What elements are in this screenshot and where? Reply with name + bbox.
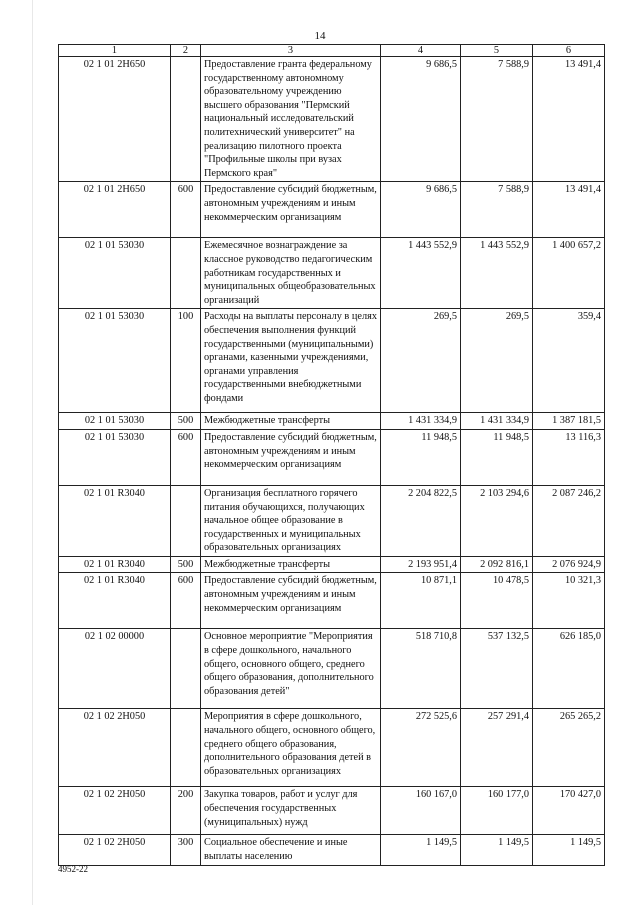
description-cell: Расходы на выплаты персоналу в целях обеспечения выполнения функций государственными (муниципальными) органами, казенными учреждениями, органами управления государственными внебюджетными фондами bbox=[201, 309, 381, 413]
table-row bbox=[59, 787, 605, 835]
amount-2025-cell: 13 116,3 bbox=[533, 429, 605, 485]
amount-2025-cell: 2 076 924,9 bbox=[533, 556, 605, 573]
amount-2023-cell: 160 167,0 bbox=[381, 787, 461, 835]
column-header: 3 bbox=[201, 45, 381, 57]
amount-2023-cell: 272 525,6 bbox=[381, 709, 461, 787]
amount-2023-cell: 1 149,5 bbox=[381, 835, 461, 865]
description-cell: Предоставление субсидий бюджетным, автономным учреждениям и иным некоммерческим организациям bbox=[201, 429, 381, 485]
amount-2024-cell: 11 948,5 bbox=[461, 429, 533, 485]
target-code-cell: 02 1 01 R3040 bbox=[59, 573, 171, 629]
amount-2025-cell: 359,4 bbox=[533, 309, 605, 413]
expense-type-cell: 600 bbox=[171, 573, 201, 629]
amount-2025-cell: 1 387 181,5 bbox=[533, 413, 605, 430]
table-row bbox=[59, 556, 605, 573]
table-row bbox=[59, 309, 605, 413]
description-cell: Межбюджетные трансферты bbox=[201, 413, 381, 430]
target-code-cell: 02 1 02 2Н050 bbox=[59, 835, 171, 865]
amount-2025-cell: 2 087 246,2 bbox=[533, 485, 605, 556]
expense-type-cell: 500 bbox=[171, 556, 201, 573]
budget-table bbox=[58, 44, 605, 866]
target-code-cell: 02 1 01 53030 bbox=[59, 413, 171, 430]
amount-2024-cell: 1 431 334,9 bbox=[461, 413, 533, 430]
expense-type-cell: 300 bbox=[171, 835, 201, 865]
table-row bbox=[59, 413, 605, 430]
expense-type-cell: 500 bbox=[171, 413, 201, 430]
amount-2023-cell: 9 686,5 bbox=[381, 182, 461, 238]
amount-2025-cell: 13 491,4 bbox=[533, 57, 605, 182]
table-row bbox=[59, 485, 605, 556]
amount-2023-cell: 10 871,1 bbox=[381, 573, 461, 629]
expense-type-cell bbox=[171, 238, 201, 309]
table-row bbox=[59, 429, 605, 485]
amount-2025-cell: 1 149,5 bbox=[533, 835, 605, 865]
amount-2024-cell: 269,5 bbox=[461, 309, 533, 413]
amount-2023-cell: 9 686,5 bbox=[381, 57, 461, 182]
amount-2025-cell: 265 265,2 bbox=[533, 709, 605, 787]
description-cell: Ежемесячное вознаграждение за классное руководство педагогическим работникам государственных и муниципальных общеобразовательных организаций bbox=[201, 238, 381, 309]
column-header: 2 bbox=[171, 45, 201, 57]
target-code-cell: 02 1 01 2Н650 bbox=[59, 182, 171, 238]
column-header: 1 bbox=[59, 45, 171, 57]
target-code-cell: 02 1 01 R3040 bbox=[59, 485, 171, 556]
amount-2024-cell: 7 588,9 bbox=[461, 57, 533, 182]
table-body bbox=[59, 57, 605, 866]
expense-type-cell: 200 bbox=[171, 787, 201, 835]
table-row bbox=[59, 629, 605, 709]
amount-2023-cell: 1 443 552,9 bbox=[381, 238, 461, 309]
target-code-cell: 02 1 01 R3040 bbox=[59, 556, 171, 573]
amount-2023-cell: 2 193 951,4 bbox=[381, 556, 461, 573]
description-cell: Межбюджетные трансферты bbox=[201, 556, 381, 573]
table-row bbox=[59, 835, 605, 865]
amount-2024-cell: 537 132,5 bbox=[461, 629, 533, 709]
column-header: 4 bbox=[381, 45, 461, 57]
amount-2024-cell: 7 588,9 bbox=[461, 182, 533, 238]
table-row bbox=[59, 238, 605, 309]
amount-2025-cell: 626 185,0 bbox=[533, 629, 605, 709]
amount-2023-cell: 1 431 334,9 bbox=[381, 413, 461, 430]
amount-2023-cell: 518 710,8 bbox=[381, 629, 461, 709]
table-row bbox=[59, 57, 605, 182]
description-cell: Закупка товаров, работ и услуг для обеспечения государственных (муниципальных) нужд bbox=[201, 787, 381, 835]
document-code: 4952-22 bbox=[58, 864, 88, 874]
amount-2024-cell: 2 092 816,1 bbox=[461, 556, 533, 573]
page-number: 14 bbox=[314, 30, 326, 42]
target-code-cell: 02 1 01 2Н650 bbox=[59, 57, 171, 182]
expense-type-cell bbox=[171, 485, 201, 556]
amount-2025-cell: 170 427,0 bbox=[533, 787, 605, 835]
amount-2024-cell: 10 478,5 bbox=[461, 573, 533, 629]
table-row bbox=[59, 709, 605, 787]
column-header: 6 bbox=[533, 45, 605, 57]
target-code-cell: 02 1 01 53030 bbox=[59, 238, 171, 309]
amount-2023-cell: 2 204 822,5 bbox=[381, 485, 461, 556]
description-cell: Предоставление субсидий бюджетным, автономным учреждениям и иным некоммерческим организациям bbox=[201, 182, 381, 238]
description-cell: Предоставление субсидий бюджетным, автономным учреждениям и иным некоммерческим организациям bbox=[201, 573, 381, 629]
target-code-cell: 02 1 02 2Н050 bbox=[59, 787, 171, 835]
description-cell: Основное мероприятие "Мероприятия в сфере дошкольного, начального общего, основного общего, среднего общего образования, дополнительного образования детей" bbox=[201, 629, 381, 709]
amount-2024-cell: 160 177,0 bbox=[461, 787, 533, 835]
target-code-cell: 02 1 02 2Н050 bbox=[59, 709, 171, 787]
expense-type-cell: 600 bbox=[171, 182, 201, 238]
description-cell: Мероприятия в сфере дошкольного, начального общего, основного общего, среднего общего образования, дополнительного образования детей в образовательных организациях bbox=[201, 709, 381, 787]
description-cell: Предоставление гранта федеральному государственному автономному образовательному учреждению высшего образования "Пермский национальный исследовательский политехнический университет" на реализацию пилотного проекта "Профильные школы при вузах Пермского края" bbox=[201, 57, 381, 182]
target-code-cell: 02 1 02 00000 bbox=[59, 629, 171, 709]
target-code-cell: 02 1 01 53030 bbox=[59, 309, 171, 413]
amount-2024-cell: 1 443 552,9 bbox=[461, 238, 533, 309]
target-code-cell: 02 1 01 53030 bbox=[59, 429, 171, 485]
amount-2024-cell: 1 149,5 bbox=[461, 835, 533, 865]
amount-2025-cell: 13 491,4 bbox=[533, 182, 605, 238]
table-row bbox=[59, 182, 605, 238]
amount-2023-cell: 269,5 bbox=[381, 309, 461, 413]
amount-2025-cell: 1 400 657,2 bbox=[533, 238, 605, 309]
description-cell: Организация бесплатного горячего питания обучающихся, получающих начальное общее образование в государственных и муниципальных образовательных организациях bbox=[201, 485, 381, 556]
column-header: 5 bbox=[461, 45, 533, 57]
expense-type-cell bbox=[171, 57, 201, 182]
expense-type-cell bbox=[171, 629, 201, 709]
amount-2025-cell: 10 321,3 bbox=[533, 573, 605, 629]
amount-2024-cell: 257 291,4 bbox=[461, 709, 533, 787]
table-row bbox=[59, 573, 605, 629]
amount-2024-cell: 2 103 294,6 bbox=[461, 485, 533, 556]
expense-type-cell: 100 bbox=[171, 309, 201, 413]
expense-type-cell bbox=[171, 709, 201, 787]
header-row bbox=[59, 45, 605, 57]
expense-type-cell: 600 bbox=[171, 429, 201, 485]
description-cell: Социальное обеспечение и иные выплаты населению bbox=[201, 835, 381, 865]
scan-edge-line bbox=[32, 0, 33, 905]
amount-2023-cell: 11 948,5 bbox=[381, 429, 461, 485]
